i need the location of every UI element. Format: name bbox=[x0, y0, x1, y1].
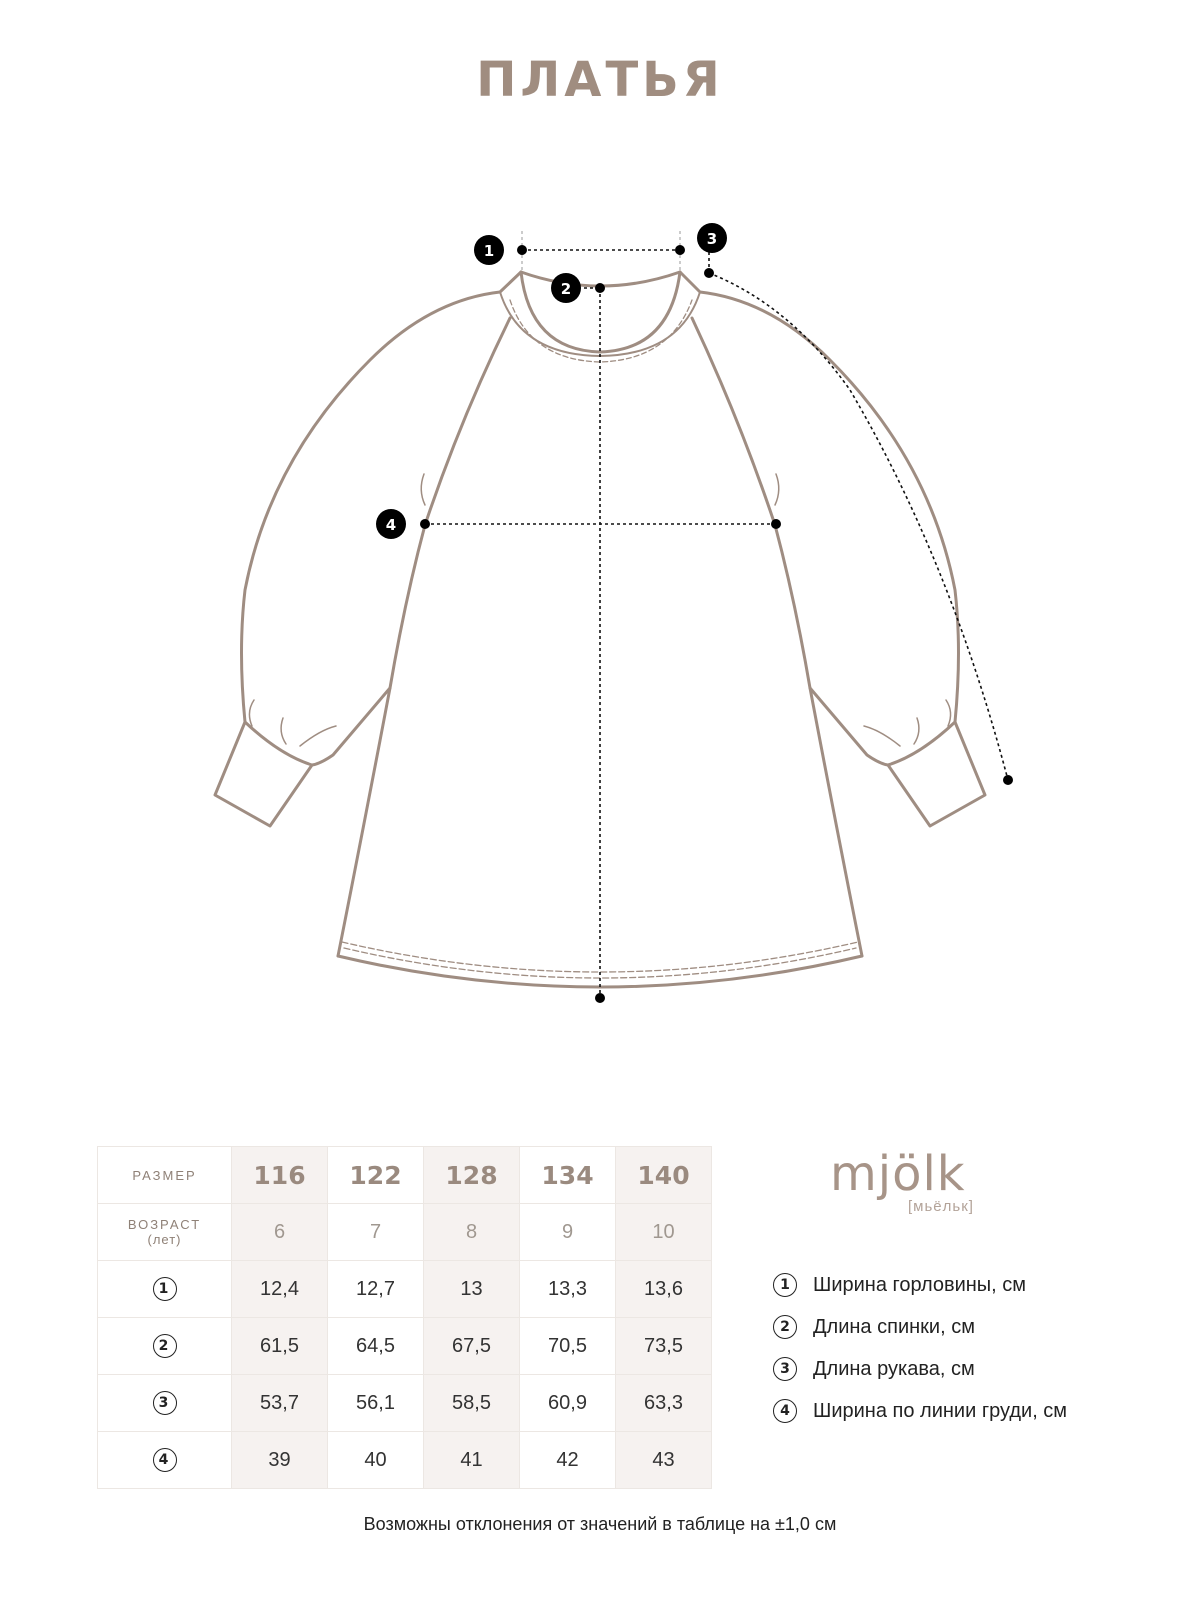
table-cell: 58,5 bbox=[424, 1375, 520, 1432]
age-label bbox=[98, 1204, 232, 1261]
size-label: РАЗМЕР bbox=[98, 1147, 232, 1204]
marker-2-icon: 2 bbox=[153, 1334, 177, 1358]
table-cell: 70,5 bbox=[520, 1318, 616, 1375]
page-title: ПЛАТЬЯ bbox=[476, 52, 724, 108]
table-cell: 13 bbox=[424, 1261, 520, 1318]
legend-item bbox=[773, 1390, 1193, 1432]
marker-3 bbox=[697, 223, 727, 253]
table-cell: 12,7 bbox=[328, 1261, 424, 1318]
table-row bbox=[98, 1318, 712, 1375]
legend-item bbox=[773, 1264, 1193, 1306]
marker-4-icon: 4 bbox=[153, 1448, 177, 1472]
table-cell: 53,7 bbox=[232, 1375, 328, 1432]
size-cell: 134 bbox=[520, 1147, 616, 1204]
marker-3-icon: 3 bbox=[153, 1391, 177, 1415]
right-body-side bbox=[692, 318, 862, 956]
age-cell: 10 bbox=[616, 1204, 712, 1261]
marker-3-icon: 3 bbox=[773, 1357, 797, 1381]
table-cell: 64,5 bbox=[328, 1318, 424, 1375]
size-table bbox=[97, 1146, 712, 1489]
table-cell: 60,9 bbox=[520, 1375, 616, 1432]
size-cell: 122 bbox=[328, 1147, 424, 1204]
legend-text: Длина спинки, см bbox=[813, 1315, 975, 1338]
left-body-side bbox=[338, 318, 510, 956]
table-cell: 61,5 bbox=[232, 1318, 328, 1375]
age-cell: 6 bbox=[232, 1204, 328, 1261]
measurement-legend bbox=[773, 1264, 1193, 1432]
age-row bbox=[98, 1204, 712, 1261]
table-cell: 43 bbox=[616, 1432, 712, 1489]
table-cell: 12,4 bbox=[232, 1261, 328, 1318]
table-cell: 41 bbox=[424, 1432, 520, 1489]
marker-2 bbox=[551, 273, 581, 303]
row-marker bbox=[98, 1261, 232, 1318]
table-cell: 56,1 bbox=[328, 1375, 424, 1432]
legend-text: Ширина по линии груди, см bbox=[813, 1399, 1068, 1422]
marker-2-icon: 2 bbox=[773, 1315, 797, 1339]
age-label-sub: (лет) bbox=[147, 1232, 182, 1247]
table-cell: 73,5 bbox=[616, 1318, 712, 1375]
table-cell: 13,6 bbox=[616, 1261, 712, 1318]
legend-item bbox=[773, 1306, 1193, 1348]
table-cell: 40 bbox=[328, 1432, 424, 1489]
legend-item bbox=[773, 1348, 1193, 1390]
marker-4-icon: 4 bbox=[773, 1399, 797, 1423]
svg-text:4: 4 bbox=[385, 516, 397, 534]
marker-1 bbox=[474, 235, 504, 265]
age-cell: 8 bbox=[424, 1204, 520, 1261]
age-cell: 7 bbox=[328, 1204, 424, 1261]
age-cell: 9 bbox=[520, 1204, 616, 1261]
size-row bbox=[98, 1147, 712, 1204]
table-cell: 13,3 bbox=[520, 1261, 616, 1318]
size-cell: 140 bbox=[616, 1147, 712, 1204]
row-marker bbox=[98, 1432, 232, 1489]
brand-transcription: [мьёльк] bbox=[908, 1198, 974, 1215]
sleeve-length-line bbox=[709, 273, 1008, 780]
row-marker bbox=[98, 1375, 232, 1432]
marker-4 bbox=[376, 509, 406, 539]
marker-1-icon: 1 bbox=[773, 1273, 797, 1297]
marker-1-icon: 1 bbox=[153, 1277, 177, 1301]
row-marker bbox=[98, 1318, 232, 1375]
brand-logo bbox=[830, 1146, 990, 1230]
legend-text: Ширина горловины, см bbox=[813, 1273, 1027, 1296]
dress-measurement-diagram bbox=[0, 190, 1200, 1040]
size-cell: 116 bbox=[232, 1147, 328, 1204]
size-cell: 128 bbox=[424, 1147, 520, 1204]
table-cell: 63,3 bbox=[616, 1375, 712, 1432]
table-row bbox=[98, 1375, 712, 1432]
table-row bbox=[98, 1261, 712, 1318]
right-sleeve bbox=[680, 272, 985, 826]
svg-text:2: 2 bbox=[560, 280, 572, 298]
table-cell: 42 bbox=[520, 1432, 616, 1489]
svg-text:1: 1 bbox=[483, 242, 495, 260]
svg-text:3: 3 bbox=[706, 230, 718, 248]
table-cell: 39 bbox=[232, 1432, 328, 1489]
footnote: Возможны отклонения от значений в таблице на ±1,0 см bbox=[363, 1514, 837, 1534]
table-row bbox=[98, 1432, 712, 1489]
legend-text: Длина рукава, см bbox=[813, 1357, 975, 1380]
age-label-text: ВОЗРАСТ bbox=[127, 1217, 202, 1232]
brand-name: mjölk bbox=[830, 1146, 966, 1202]
left-sleeve bbox=[215, 272, 521, 826]
table-cell: 67,5 bbox=[424, 1318, 520, 1375]
